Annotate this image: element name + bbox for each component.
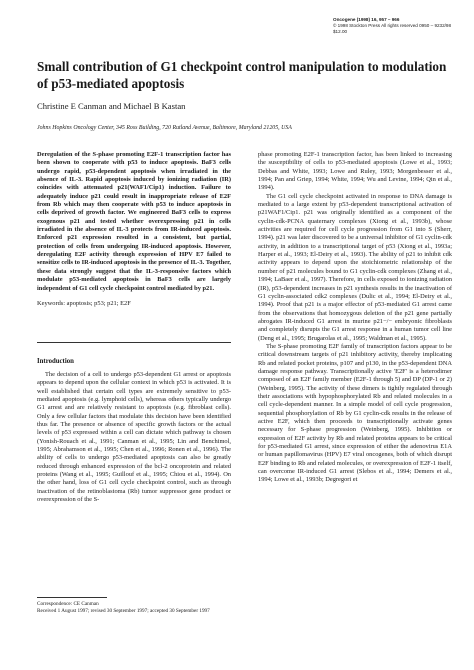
keywords-label: Keywords: [37,299,66,307]
abstract-block [37,151,231,308]
correspondence: Correspondence: CE Canman [37,601,99,607]
journal-citation: Oncogene (1998) 16, 957 – 966 [333,17,400,22]
abstract: Deregulation of the S-phase promoting E2F-1 transcription factor has been shown to cooperate with p53 to induce apoptosis. BaF3 cells undergo rapid, p53-dependent apoptosis when irradiated in the absence of IL-3. Rapid apoptosis induced by ionizing radiation (IR) coincides with attenuated p21(WAF1/Cip1) induction. Failure to adequately induce p21 could result in inappropriate release of E2F from Rb which may then cooperate with p53 to induce apoptosis in cells deprived of growth factor. We engineered BaF3 cells to express exogenous p21 and tested whether overexpressing p21 in cells irradiated in the absence of IL-3 protects from IR-induced apoptosis. Enforced p21 expression resulted in a consistent, but partial, protection of cells from undergoing IR-induced apoptosis. However, deregulating E2F activity through expression of HPV E7 failed to sensitize cells to IR-induced apoptosis in the presence of IL-3. Together, these data strongly suggest that the IL-3-responsive factors which modulate p53-mediated apoptosis in BaF3 cells are largely independent of G1 cell cycle checkpoint control mediated by p21. [37,151,231,292]
section-heading-introduction: Introduction [37,358,74,365]
right-column [258,151,452,485]
paper-title: Small contribution of G1 checkpoint control manipulation to modulation of p53-mediated apoptosis [37,59,447,91]
intro-column [37,371,231,505]
intro-paragraph: The decision of a cell to undergo p53-dependent G1 arrest or apoptosis appears to depend upon the cellular context in which p53 is activated. It is well established that certain cell types are extremely sensitive to p53-mediated apoptosis (e.g. lymphoid cells), whereas others typically undergo G1 arrest and are relatively resistant to apoptosis (e.g. fibroblast cells). Only a few cellular factors that modulate this decision have been identified thus far. The presence or absence of specific growth factors or the actual levels of p53 expressed within a cell can dictate which pathway is chosen (Yonish-Rouach et al., 1991; Canman et al., 1995; Lin and Benchimol, 1995; Abrahamson et al., 1995; Chen et al., 1996; Ronen et al., 1996). The ability of cells to undergo p53-mediated apoptosis can also be greatly reduced through enhanced expression of the bcl-2 oncoprotein and related proteins (Wang et al., 1995; Guillouf et al., 1995; Chiou et al., 1994). On the other hand, loss of G1 cell cycle checkpoint control, such as through inactivation of the retinoblastoma (Rb) tumor suppressor gene product or overexpression of the S- [37,371,231,504]
copyright-line: © 1998 Stockton Press All rights reserved 0950 – 9232/98 $12.00 [333,23,452,34]
authors: Christine E Canman and Michael B Kastan [37,101,186,111]
body-paragraph-3: The S-phase promoting E2F family of transcription factors appear to be critical downstream targets of p21 inhibitory activity, thereby implicating Rb and related pocket proteins, p107 and p130, in the p53-dependent DNA damage response pathway. Transcriptionally active 'E2F' is a heterodimer composed of an E2F family member (E2F-1 through 5) and DP (DP-1 or 2) (Weinberg, 1995). The activity of these dimers is tightly regulated through their associations with hypophosphorylated Rb and related molecules in a cell cycle-dependent manner. In a simple model of cell cycle progression, sequential phosphorylation of Rb by G1 cyclin-cdk results in the release of active E2F, which then proceeds to transcriptionally activate genes necessary for S-phase progression (Weinberg, 1995). Inhibition or expression of E2F activity by Rb and related proteins appears to be critical for p53-mediated G1 arrest, since expression of either the adenovirus E1A or human papillomavirus (HPV) E7 viral oncogenes, both of which disrupt E2F binding to Rb and related molecules, or overexpression of E2F-1 itself, can overcome IR-induced G1 arrest (Slebos et al., 1994; Demers et al., 1994; Lowe et al., 1993b; Degregori et [258,342,452,484]
footnote-divider [37,597,107,598]
body-paragraph-1: phase promoting E2F-1 transcription factor, has been linked to increasing the susceptibility of cells to p53-mediated apoptosis (Lowe et al., 1993; Debbas and White, 1993; Lowe and Ruley, 1993; Morgenbesser et al., 1994; Pan and Griep, 1994; White, 1994; Wu and Levine, 1994; Qin et al., 1994). [258,151,452,192]
keywords-text: apoptosis; p53; p21; E2F [66,299,131,307]
affiliation: Johns Hopkins Oncology Center, 345 Ross Building, 720 Rutland Avenue, Baltimore, Maryland 21205, USA [37,125,292,131]
journal-header [333,17,463,35]
body-paragraph-2: The G1 cell cycle checkpoint activated in response to DNA damage is mediated to a large extent by p53-dependent transcriptional activation of p21WAF1/Cip1. p21 was originally identified as a component of the cyclin-cdk-PCNA quaternary complexes (Xiong et al., 1993b), whose activities are required for cell cycle progression from G1 into S (Sherr, 1994). p21 was later discovered to be a universal inhibitor of G1 cyclin-cdk activity, in addition to a transcriptional target of p53 (Xiong et al., 1993a; Harper et al., 1993; El-Deiry et al., 1993). The ability of p21 to inhibit cdk activity appears to depend upon the stoichiometric relationship of the number of p21 molecules bound to G1 cyclin-cdk complexes (Zhang et al., 1994; LaBaer et al., 1997). Therefore, in cells exposed to ionizing radiation (IR), p53-dependent increases in p21 synthesis results in the inactivation of G1 cyclin-associated cdk2 complexes (Dulic et al., 1994; El-Deiry et al., 1994). Proof that p21 is a major effector of p53-mediated G1 arrest came from the observations that homozygous deletion of the p21 gene partially abrogates IR-induced G1 arrest in murine p21−/− embryonic fibroblasts and completely disrupts the G1 arrest response in a human tumor cell line (Deng et al., 1995; Brugarolas et al., 1995; Waldman et al., 1995). [258,192,452,342]
keywords [37,300,231,308]
abstract-divider [37,342,231,343]
received-dates: Received 1 August 1997; revised 30 September 1997; accepted 30 September 1997 [37,607,210,614]
footnote [37,601,231,614]
